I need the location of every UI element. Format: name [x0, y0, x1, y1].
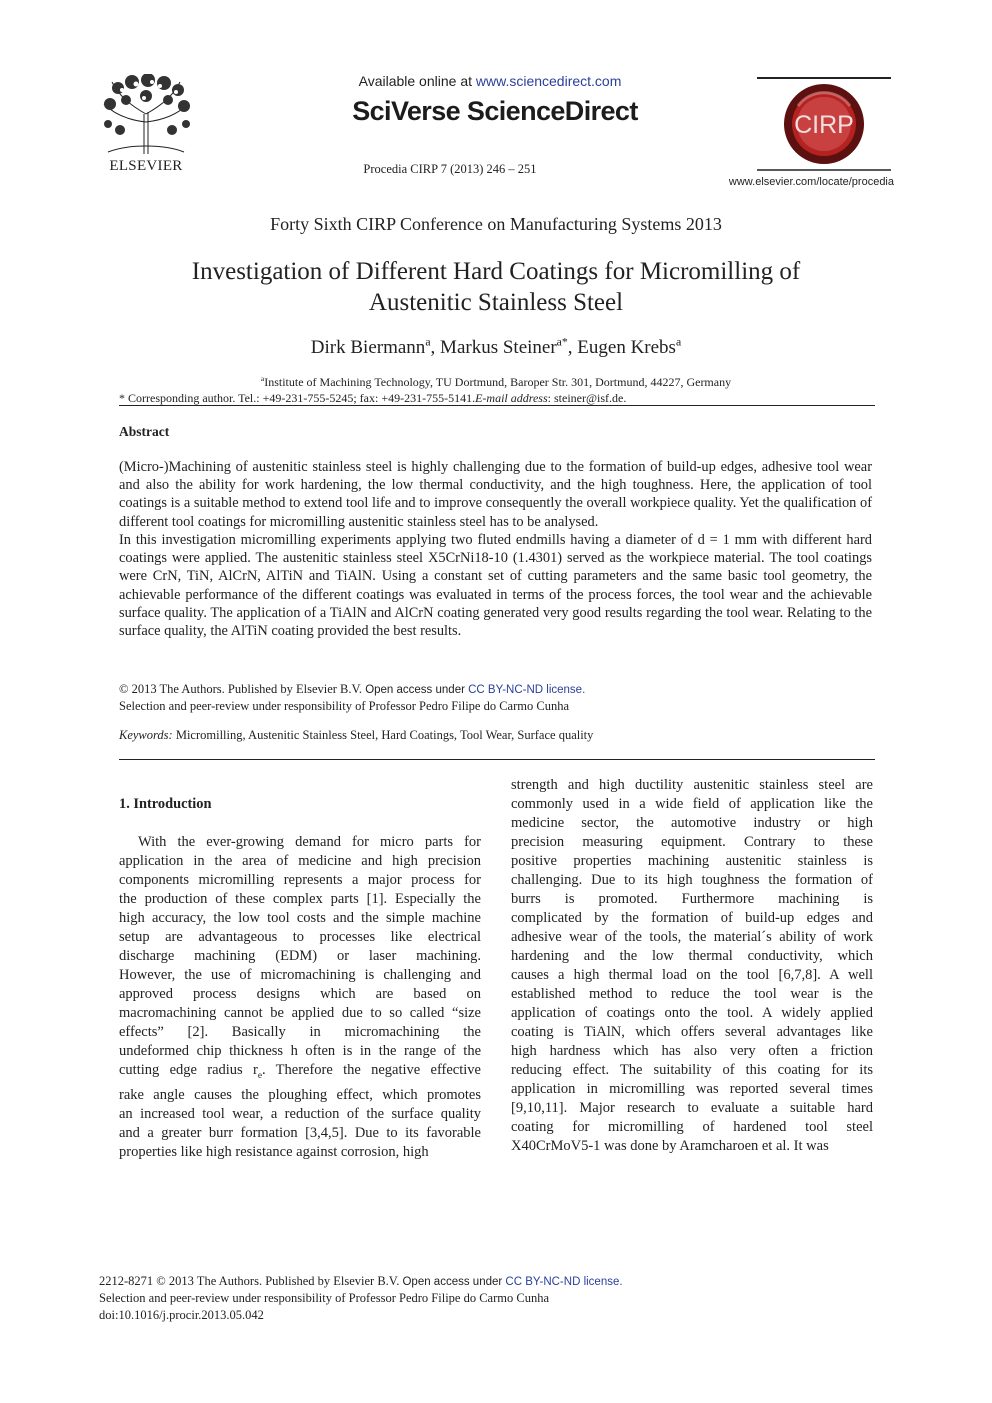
text-line [119, 928, 481, 947]
text-line [511, 947, 873, 966]
text-line-content: high hardness which has also very often a friction [511, 1043, 873, 1059]
author-separator: , [430, 337, 441, 358]
platform-wordmark: SciVerse ScienceDirect [352, 96, 638, 126]
text-line-content: [9,10,11]. Major research to evaluate a suitable hard [511, 1100, 873, 1116]
author-name: Dirk Biermann [310, 337, 426, 358]
journal-citation: Procedia CIRP 7 (2013) 246 – 251 [363, 162, 537, 176]
affiliation [100, 375, 892, 390]
author-list [100, 337, 892, 359]
author-affiliation-marker: a [675, 335, 682, 349]
text-line-content: high accuracy, the low tool costs and the simple machine [119, 910, 481, 926]
email-label: E-mail address [475, 391, 548, 405]
text-line-tail: . Therefore the negative effective [262, 1062, 481, 1078]
open-access-text: Open access under [365, 684, 469, 696]
text-line-content: the production of these complex parts [1]. Especially the [119, 891, 481, 907]
text-line-content: application in micromilling was reported several times [511, 1081, 873, 1097]
affiliation-marker: a [260, 374, 265, 383]
text-line [119, 890, 481, 909]
abstract-paragraph-2: In this investigation micromilling experiments applying two fluted endmills having a diameter of d = 1 mm with different hard coatings were applied. The austenitic stainless steel X5CrNi18-10 (1.4301) served as the workpiece material. The tool coatings were CrN, TiN, AlCrN, AlTiN and TiAlN. Using a constant set of cutting parameters and the same basic tool geometry, the achievable performance of the different coatings was evaluated in terms of the process forces, the tool wear and the achievable surface quality. The application of a TiAlN and AlCrN coating generated very good results regarding the tool wear. Relating to the surface quality, the AlTiN coating provided the best results. [119, 532, 872, 640]
text-line [511, 814, 873, 833]
footer-issn-text: 2212-8271 © 2013 The Authors. Published by Elsevier B.V. [99, 1274, 403, 1288]
author-name: Eugen Krebs [577, 337, 676, 358]
available-prefix: Available online at [358, 73, 476, 89]
text-line-content: properties like high resistance against corrosion, high [119, 1143, 429, 1160]
footer-review-line: Selection and peer-review under responsibility of Professor Pedro Filipe do Carmo Cunha [99, 1291, 549, 1305]
author-separator: , [567, 337, 578, 358]
text-line [511, 852, 873, 871]
text-line-content: application in the area of medicine and high precision [119, 853, 481, 869]
elsevier-wordmark: ELSEVIER [109, 158, 183, 174]
text-line [511, 1080, 873, 1099]
text-line-content: undeformed chip thickness h often is in the range of the [119, 1043, 481, 1059]
title-line-1: Investigation of Different Hard Coatings for Micromilling of [191, 258, 801, 285]
copyright-text: © 2013 The Authors. Published by Elsevier B.V. [119, 682, 366, 696]
text-line [119, 1143, 481, 1162]
text-line-content: application of coatings onto the tool. A widely applied [511, 1005, 873, 1021]
text-line-content: adhesive wear of the tools, the material´s ability of work [511, 929, 873, 945]
text-line [119, 1124, 481, 1143]
text-line-content: challenging. Due to its high toughness the formation of [511, 872, 873, 888]
text-line-content: complicated by the formation of build-up edges and [511, 910, 873, 926]
text-line-content: rake angle causes the ploughing effect, which promotes [119, 1086, 481, 1103]
text-line [511, 1042, 873, 1061]
text-line-content: cutting edge radius r [119, 1062, 258, 1078]
text-line [511, 795, 873, 814]
text-line [511, 928, 873, 947]
abstract-heading: Abstract [119, 424, 170, 439]
text-line [511, 966, 873, 985]
text-line-content: hardening and the low thermal conductivity, which [511, 948, 873, 964]
text-line-content: However, the use of micromachining is challenging and [119, 967, 481, 983]
available-online-line [250, 73, 730, 89]
paper-title [100, 256, 892, 318]
sciencedirect-link[interactable]: www.sciencedirect.com [475, 73, 622, 89]
author-name: Markus Steiner [440, 337, 557, 358]
text-line [511, 1118, 873, 1137]
text-line-content: medicine sector, the automotive industry or high [511, 815, 873, 831]
text-line [119, 909, 481, 928]
abstract-paragraph-1: (Micro-)Machining of austenitic stainless steel is highly challenging due to the formation of build-up edges, adhesive tool wear and also the ability for work hardening, the low thermal conductivity, and the high toughness. Here, the application of tool coatings is a suitable method to extend tool life and to improve consequently the overall workpiece quality. Yet the qualification of different tool coatings for micromilling austenitic stainless steel has to be analysed. [119, 459, 872, 530]
text-line [119, 947, 481, 966]
author-affiliation-marker: a [425, 335, 431, 349]
text-line-content: With the ever-growing demand for micro parts for [138, 834, 481, 850]
text-line-content: setup are advantageous to processes like electrical [119, 929, 481, 945]
text-line-content: approved process designs which are based on [119, 986, 481, 1002]
text-line-content: precision measuring equipment. Contrary to these [511, 834, 873, 850]
journal-url[interactable]: www.elsevier.com/locate/procedia [728, 176, 894, 188]
keywords-list: Micromilling, Austenitic Stainless Steel, Hard Coatings, Tool Wear, Surface quality [172, 728, 594, 742]
text-line [119, 1023, 481, 1042]
text-line [511, 871, 873, 890]
text-line [511, 985, 873, 1004]
text-line [511, 1004, 873, 1023]
text-line [511, 1137, 873, 1156]
text-line [119, 1042, 481, 1061]
text-line-content: an increased tool wear, a reduction of the surface quality [119, 1105, 481, 1122]
text-line [119, 1004, 481, 1023]
text-line-content: reducing effect. The suitability of this coating for its [511, 1062, 873, 1078]
section-heading-introduction: 1. Introduction [119, 796, 212, 812]
text-line [119, 833, 481, 852]
footer-license-link[interactable]: CC BY-NC-ND license. [505, 1276, 623, 1288]
affiliation-text: Institute of Machining Technology, TU Dortmund, Baroper Str. 301, Dortmund, 44227, Germany [264, 375, 732, 389]
text-line-content: burrs is promoted. Furthermore machining is [511, 891, 873, 907]
text-line-content: positive properties machining austenitic stainless is [511, 853, 873, 869]
corresponding-contact: * Corresponding author. Tel.: +49-231-755-5245; fax: +49-231-755-5141. [119, 391, 476, 405]
text-line-content: and a greater burr formation [3,4,5]. Due to its favorable [119, 1124, 481, 1141]
keywords-label: Keywords: [119, 728, 173, 742]
text-line-content: macromachining cannot be applied due to so called “size [119, 1005, 481, 1021]
footer-issn-line [99, 1274, 623, 1289]
text-line [511, 1023, 873, 1042]
text-line-content: strength and high ductility austenitic stainless steel are [511, 777, 873, 793]
footer-open-access: Open access under [402, 1276, 506, 1288]
cirp-logo [757, 76, 891, 180]
text-line [511, 909, 873, 928]
elsevier-tree-icon [98, 74, 194, 156]
text-line [119, 852, 481, 871]
text-line [119, 1061, 481, 1086]
text-line [511, 1099, 873, 1118]
text-line-content: X40CrMoV5-1 was done by Aramcharoen et al. It was [511, 1138, 829, 1154]
header-divider [119, 405, 875, 406]
text-line-content: components micromilling represents a major process for [119, 872, 481, 888]
text-line [119, 985, 481, 1004]
conference-name: Forty Sixth CIRP Conference on Manufacturing Systems 2013 [270, 214, 722, 234]
keywords-line [119, 728, 593, 743]
text-line-content: causes a high thermal load on the tool [6,7,8]. A well [511, 967, 873, 983]
title-line-2: Austenitic Stainless Steel [368, 289, 624, 316]
text-line [119, 871, 481, 890]
email-address[interactable]: : steiner@isf.de. [547, 391, 627, 405]
peer-review-line: Selection and peer-review under responsibility of Professor Pedro Filipe do Carmo Cunha [119, 699, 569, 713]
text-line [119, 1105, 481, 1124]
text-line-content: coating is TiAlN, which offers several advantages like [511, 1024, 873, 1040]
text-line [119, 966, 481, 985]
text-line-content: effects” [2]. Basically in micromachining the [119, 1024, 481, 1040]
text-line [511, 776, 873, 795]
intro-right-column [511, 776, 873, 1156]
text-line [511, 1061, 873, 1080]
footer-doi[interactable]: doi:10.1016/j.procir.2013.05.042 [99, 1308, 264, 1322]
abstract-divider [119, 759, 875, 760]
text-line [511, 833, 873, 852]
radius-subscript: e [257, 1070, 262, 1081]
text-line-content: coating for micromilling of hardened tool steel [511, 1119, 873, 1135]
copyright-line [119, 682, 585, 697]
text-line-content: commonly used in a wide field of application like the [511, 796, 873, 812]
text-line [511, 890, 873, 909]
text-line-content: discharge machining (EDM) or laser machining. [119, 948, 481, 964]
text-line [119, 1086, 481, 1105]
corresponding-author-note [119, 391, 879, 406]
cirp-logo-text: CIRP [794, 111, 854, 139]
cirp-emblem-icon [757, 76, 891, 180]
intro-left-column [119, 833, 481, 1162]
license-link[interactable]: CC BY-NC-ND license. [468, 684, 586, 696]
elsevier-logo [98, 74, 194, 178]
author-affiliation-marker: a* [556, 335, 568, 349]
text-line-content: established method to reduce the tool wear is the [511, 986, 873, 1002]
